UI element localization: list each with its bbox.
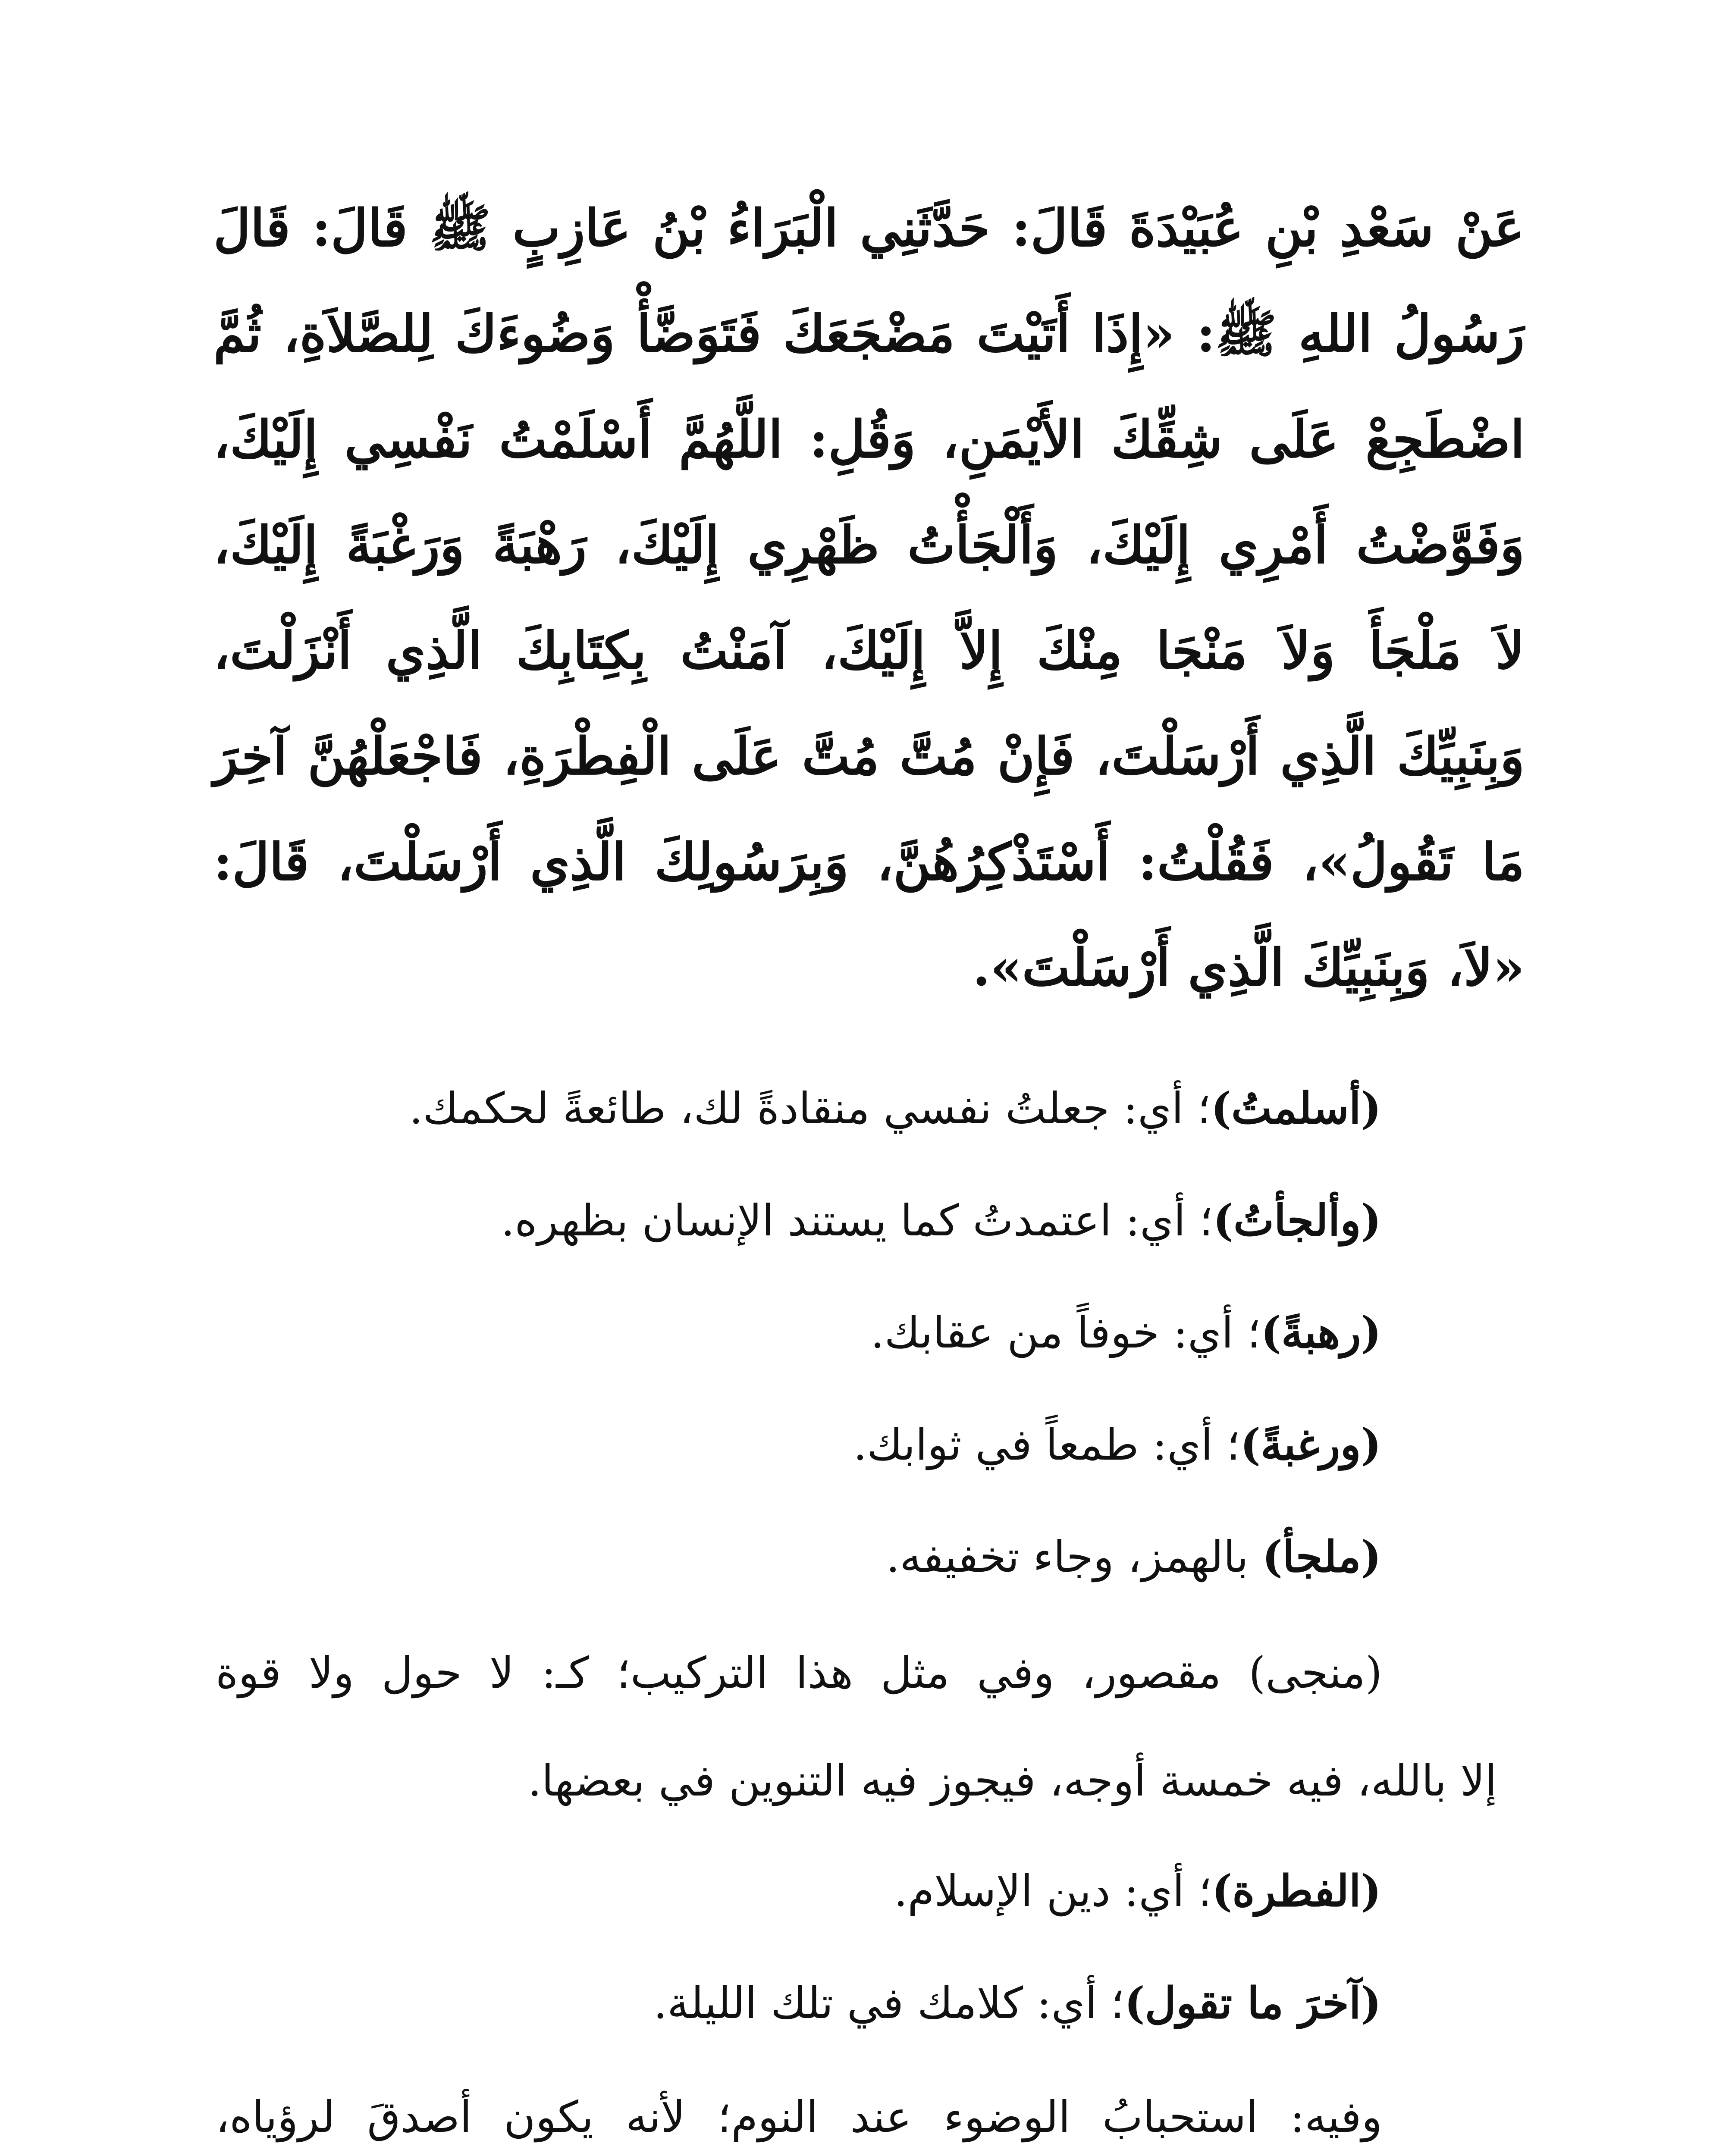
note-term: (رهبةً) xyxy=(1261,1307,1381,1358)
note-maljaa xyxy=(886,1531,1381,1582)
note-aljatu xyxy=(501,1195,1381,1246)
hadith-line: لاَ مَلْجَأَ وَلاَ مَنْجَا مِنْكَ إِلاَّ إِلَيْكَ، آمَنْتُ بِكِتَابِكَ الَّذِي أَنْزَلْتَ، xyxy=(213,620,1525,680)
hadith-line: عَنْ سَعْدِ بْنِ عُبَيْدَةَ قَالَ: حَدَّثَنِي الْبَرَاءُ بْنُ عَازِبٍ ﷺ قَالَ: قَالَ xyxy=(213,198,1525,258)
hadith-line: وَفَوَّضْتُ أَمْرِي إِلَيْكَ، وَأَلْجَأْتُ ظَهْرِي إِلَيْكَ، رَهْبَةً وَرَغْبَةً إِلَيْكَ، xyxy=(213,515,1525,575)
hadith-line: «لاَ، وَبِنَبِيِّكَ الَّذِي أَرْسَلْتَ». xyxy=(973,937,1525,997)
note-text: ؛ أي: كلامك في تلك الليلة. xyxy=(653,1978,1125,2028)
note-munja-line2: إلا بالله، فيه خمسة أوجه، فيجوز فيه التنوين في بعضها. xyxy=(527,1755,1497,1806)
note-term: (أسلمتُ) xyxy=(1211,1083,1381,1134)
hadith-line: وَبِنَبِيِّكَ الَّذِي أَرْسَلْتَ، فَإِنْ مُتَّ مُتَّ عَلَى الْفِطْرَةِ، فَاجْعَلْهُنَّ آخِرَ xyxy=(213,726,1525,786)
note-text: ؛ أي: اعتمدتُ كما يستند الإنسان بظهره. xyxy=(501,1195,1213,1246)
note-term: (آخرَ ما تقول) xyxy=(1124,1977,1381,2028)
note-rahbatan xyxy=(870,1307,1381,1358)
note-text: بالهمز، وجاء تخفيفه. xyxy=(886,1532,1262,1582)
note-raghbatan xyxy=(853,1419,1381,1470)
note-aslamtu xyxy=(409,1083,1381,1134)
note-text: ؛ أي: دين الإسلام. xyxy=(894,1866,1212,1916)
note-term: (الفطرة) xyxy=(1211,1865,1381,1916)
hadith-line: رَسُولُ اللهِ ﷺ: «إِذَا أَتَيْتَ مَضْجَعَكَ فَتَوَضَّأْ وَضُوءَكَ لِلصَّلاَةِ، ثُمَّ xyxy=(213,304,1525,364)
note-term: (ملجأ) xyxy=(1262,1531,1381,1582)
note-term: (ورغبةً) xyxy=(1240,1419,1381,1470)
note-text: ؛ أي: جعلتُ نفسي منقادةً لك، طائعةً لحكمك. xyxy=(409,1083,1211,1134)
note-munja-line1: (منجى) مقصور، وفي مثل هذا التركيب؛ كـ: لا حول ولا قوة xyxy=(216,1648,1382,1698)
note-term: (وألجأتُ) xyxy=(1213,1195,1381,1246)
hadith-line: اضْطَجِعْ عَلَى شِقِّكَ الأَيْمَنِ، وَقُلِ: اللَّهُمَّ أَسْلَمْتُ نَفْسِي إِلَيْكَ، xyxy=(213,409,1525,469)
note-text: ؛ أي: طمعاً في ثوابك. xyxy=(853,1420,1240,1470)
note-text: ؛ أي: خوفاً من عقابك. xyxy=(870,1307,1261,1358)
hadith-line: مَا تَقُولُ»، فَقُلْتُ: أَسْتَذْكِرُهُنَّ، وَبِرَسُولِكَ الَّذِي أَرْسَلْتَ، قَالَ: xyxy=(213,832,1525,892)
note-fitra xyxy=(894,1865,1381,1916)
benefit-line1: وفيه: استحبابُ الوضوء عند النوم؛ لأنه يكون أصدقَ لرؤياه، xyxy=(216,2092,1382,2142)
note-akhir xyxy=(653,1977,1381,2028)
